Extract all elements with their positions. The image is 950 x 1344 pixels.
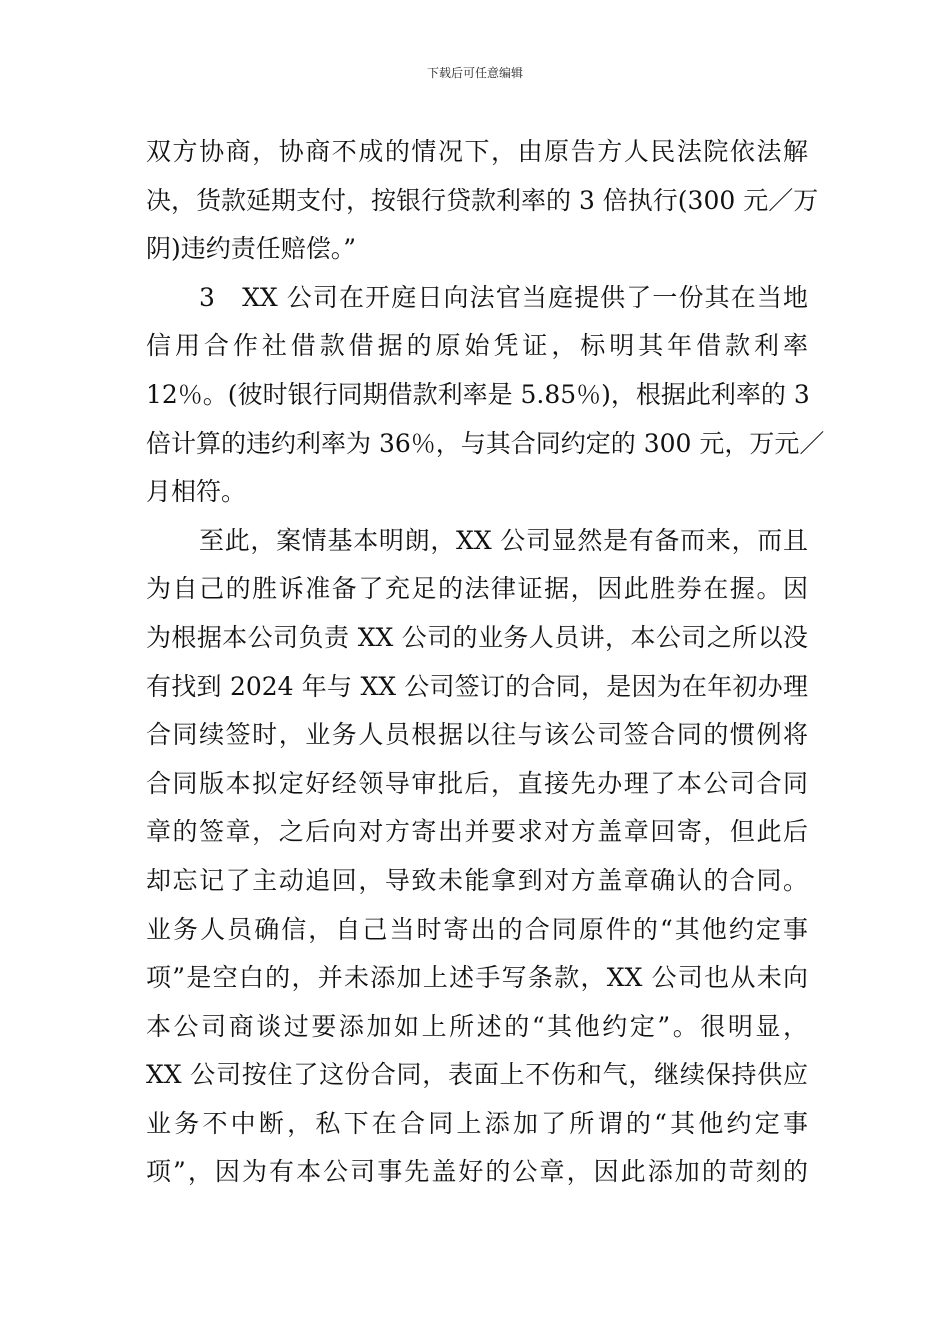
text-line: 合同续签时，业务人员根据以往与该公司签合同的惯例将 xyxy=(146,720,808,750)
text-line: 有找到 2024 年与 XX 公司签订的合同，是因为在年初办理 xyxy=(146,671,808,701)
text-line: 业务人员确信，自己当时寄出的合同原件的“其他约定事 xyxy=(146,914,808,944)
text-line: 项”是空白的，并未添加上述手写条款，XX 公司也从未向 xyxy=(146,963,808,993)
text-line: 12％。(彼时银行同期借款利率是 5.85％)，根据此利率的 3 xyxy=(146,379,810,409)
text-line: 却忘记了主动追回，导致未能拿到对方盖章确认的合同。 xyxy=(146,865,808,895)
text-line: 双方协商，协商不成的情况下，由原告方人民法院依法解 xyxy=(146,137,808,166)
text-line: 业务不中断，私下在合同上添加了所谓的“其他约定事 xyxy=(146,1108,808,1138)
page-header: 下载后可任意编辑 xyxy=(426,66,523,80)
text-line: 为根据本公司负责 XX 公司的业务人员讲，本公司之所以没 xyxy=(146,622,808,652)
document-body xyxy=(146,128,825,1197)
text-line: 至此，案情基本明朗，XX 公司显然是有备而来，而且 xyxy=(199,525,808,555)
text-line: 合同版本拟定好经领导审批后，直接先办理了本公司合同 xyxy=(146,768,808,798)
text-line: 决，货款延期支付，按银行贷款利率的 3 倍执行(300 元／万 xyxy=(146,185,819,215)
text-line: 3 XX 公司在开庭日向法官当庭提供了一份其在当地 xyxy=(199,282,808,312)
text-line: 本公司商谈过要添加如上所述的“其他约定”。很明显， xyxy=(146,1011,808,1041)
text-line: 信用合作社借款借据的原始凭证，标明其年借款利率 xyxy=(146,331,808,361)
text-line: 倍计算的违约利率为 36％，与其合同约定的 300 元，万元／ xyxy=(146,428,825,458)
text-line: 阴)违约责任赔偿。” xyxy=(146,234,357,264)
text-line: 项”，因为有本公司事先盖好的公章，因此添加的苛刻的 xyxy=(146,1157,808,1187)
text-line: 为自己的胜诉准备了充足的法律证据，因此胜券在握。因 xyxy=(146,574,808,604)
text-line: 月相符。 xyxy=(146,477,247,507)
text-line: 章的签章，之后向对方寄出并要求对方盖章回寄，但此后 xyxy=(146,817,808,847)
text-line: XX 公司按住了这份合同，表面上不伤和气，继续保持供应 xyxy=(146,1060,808,1090)
